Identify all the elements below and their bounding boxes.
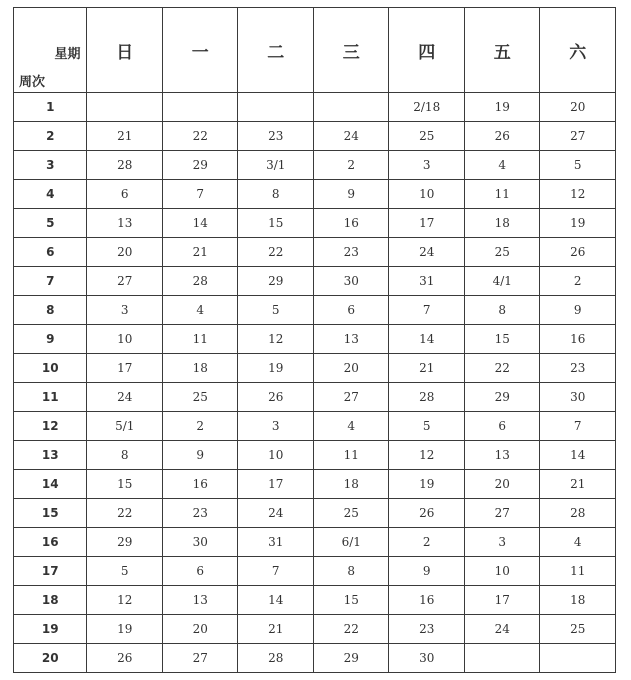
date-cell: 5 — [389, 412, 465, 441]
date-cell: 31 — [389, 267, 465, 296]
date-cell: 23 — [238, 122, 314, 151]
date-cell: 8 — [313, 557, 389, 586]
date-cell: 5 — [540, 151, 616, 180]
week-number-cell: 3 — [14, 151, 87, 180]
date-cell: 25 — [389, 122, 465, 151]
date-cell: 30 — [313, 267, 389, 296]
week-number-cell: 2 — [14, 122, 87, 151]
table-row — [14, 296, 616, 325]
week-number-cell: 16 — [14, 528, 87, 557]
day-header-sat: 六 — [540, 8, 616, 93]
date-cell: 28 — [540, 499, 616, 528]
table-row — [14, 354, 616, 383]
date-cell: 27 — [87, 267, 163, 296]
date-cell: 25 — [464, 238, 540, 267]
date-cell: 20 — [87, 238, 163, 267]
date-cell — [87, 93, 163, 122]
week-number-cell: 20 — [14, 644, 87, 673]
date-cell: 7 — [162, 180, 238, 209]
date-cell: 21 — [540, 470, 616, 499]
week-number-cell: 7 — [14, 267, 87, 296]
date-cell: 22 — [464, 354, 540, 383]
week-number-cell: 15 — [14, 499, 87, 528]
date-cell: 24 — [464, 615, 540, 644]
calendar-body — [14, 93, 616, 673]
date-cell: 5 — [238, 296, 314, 325]
day-header-tue: 二 — [238, 8, 314, 93]
date-cell: 16 — [389, 586, 465, 615]
date-cell: 3 — [87, 296, 163, 325]
week-number-cell: 6 — [14, 238, 87, 267]
table-row — [14, 528, 616, 557]
date-cell: 4 — [162, 296, 238, 325]
date-cell: 2 — [313, 151, 389, 180]
date-cell: 20 — [540, 93, 616, 122]
date-cell: 9 — [389, 557, 465, 586]
corner-header-cell — [14, 8, 87, 93]
table-row — [14, 644, 616, 673]
date-cell: 25 — [540, 615, 616, 644]
date-cell: 2/18 — [389, 93, 465, 122]
date-cell: 23 — [540, 354, 616, 383]
date-cell: 12 — [87, 586, 163, 615]
date-cell: 17 — [238, 470, 314, 499]
day-header-wed: 三 — [313, 8, 389, 93]
table-row — [14, 586, 616, 615]
date-cell: 5 — [87, 557, 163, 586]
date-cell: 17 — [389, 209, 465, 238]
date-cell: 9 — [540, 296, 616, 325]
date-cell: 30 — [540, 383, 616, 412]
date-cell: 13 — [87, 209, 163, 238]
date-cell: 8 — [87, 441, 163, 470]
date-cell: 27 — [162, 644, 238, 673]
semester-calendar-table — [13, 7, 616, 673]
date-cell: 21 — [389, 354, 465, 383]
week-number-cell: 19 — [14, 615, 87, 644]
date-cell: 23 — [313, 238, 389, 267]
table-row — [14, 383, 616, 412]
date-cell: 26 — [87, 644, 163, 673]
date-cell: 4 — [540, 528, 616, 557]
table-row — [14, 151, 616, 180]
week-number-cell: 14 — [14, 470, 87, 499]
table-row — [14, 499, 616, 528]
date-cell: 8 — [238, 180, 314, 209]
date-cell: 26 — [464, 122, 540, 151]
week-number-cell: 1 — [14, 93, 87, 122]
table-row — [14, 441, 616, 470]
date-cell: 7 — [389, 296, 465, 325]
date-cell: 20 — [464, 470, 540, 499]
date-cell: 26 — [389, 499, 465, 528]
date-cell: 31 — [238, 528, 314, 557]
date-cell: 27 — [464, 499, 540, 528]
week-number-cell: 5 — [14, 209, 87, 238]
date-cell: 28 — [238, 644, 314, 673]
table-row — [14, 93, 616, 122]
date-cell: 27 — [540, 122, 616, 151]
date-cell: 16 — [162, 470, 238, 499]
week-number-cell: 9 — [14, 325, 87, 354]
date-cell: 20 — [313, 354, 389, 383]
date-cell: 10 — [464, 557, 540, 586]
date-cell: 22 — [313, 615, 389, 644]
date-cell — [238, 93, 314, 122]
date-cell: 7 — [540, 412, 616, 441]
date-cell: 22 — [162, 122, 238, 151]
date-cell: 11 — [540, 557, 616, 586]
date-cell: 30 — [389, 644, 465, 673]
date-cell: 19 — [540, 209, 616, 238]
table-row — [14, 267, 616, 296]
day-header-thu: 四 — [389, 8, 465, 93]
table-row — [14, 180, 616, 209]
date-cell: 22 — [87, 499, 163, 528]
week-number-corner-label: 周次 — [19, 75, 46, 90]
date-cell: 27 — [313, 383, 389, 412]
date-cell: 14 — [389, 325, 465, 354]
date-cell: 21 — [238, 615, 314, 644]
date-cell: 18 — [162, 354, 238, 383]
week-number-cell: 10 — [14, 354, 87, 383]
date-cell: 3/1 — [238, 151, 314, 180]
date-cell: 22 — [238, 238, 314, 267]
week-number-cell: 4 — [14, 180, 87, 209]
date-cell: 16 — [540, 325, 616, 354]
date-cell: 13 — [464, 441, 540, 470]
date-cell: 15 — [238, 209, 314, 238]
date-cell: 16 — [313, 209, 389, 238]
date-cell: 12 — [238, 325, 314, 354]
date-cell — [162, 93, 238, 122]
date-cell: 15 — [87, 470, 163, 499]
date-cell: 6 — [87, 180, 163, 209]
week-number-cell: 18 — [14, 586, 87, 615]
header-row — [14, 8, 616, 93]
date-cell: 6 — [162, 557, 238, 586]
date-cell: 28 — [389, 383, 465, 412]
date-cell: 29 — [238, 267, 314, 296]
table-row — [14, 470, 616, 499]
date-cell: 2 — [540, 267, 616, 296]
table-row — [14, 325, 616, 354]
date-cell: 11 — [464, 180, 540, 209]
date-cell: 6/1 — [313, 528, 389, 557]
date-cell: 19 — [238, 354, 314, 383]
date-cell: 28 — [87, 151, 163, 180]
date-cell: 13 — [162, 586, 238, 615]
date-cell: 14 — [238, 586, 314, 615]
date-cell: 24 — [87, 383, 163, 412]
date-cell: 26 — [540, 238, 616, 267]
date-cell: 17 — [87, 354, 163, 383]
table-row — [14, 557, 616, 586]
date-cell: 24 — [389, 238, 465, 267]
date-cell: 29 — [313, 644, 389, 673]
date-cell: 21 — [87, 122, 163, 151]
date-cell: 23 — [389, 615, 465, 644]
date-cell: 18 — [464, 209, 540, 238]
date-cell: 10 — [238, 441, 314, 470]
date-cell: 24 — [313, 122, 389, 151]
table-row — [14, 122, 616, 151]
date-cell: 14 — [162, 209, 238, 238]
date-cell: 9 — [162, 441, 238, 470]
date-cell: 12 — [389, 441, 465, 470]
date-cell: 2 — [389, 528, 465, 557]
date-cell: 14 — [540, 441, 616, 470]
date-cell: 15 — [313, 586, 389, 615]
week-number-cell: 8 — [14, 296, 87, 325]
week-number-cell: 13 — [14, 441, 87, 470]
date-cell: 15 — [464, 325, 540, 354]
date-cell: 29 — [162, 151, 238, 180]
date-cell — [540, 644, 616, 673]
date-cell: 4/1 — [464, 267, 540, 296]
date-cell: 6 — [464, 412, 540, 441]
date-cell: 10 — [87, 325, 163, 354]
day-header-sun: 日 — [87, 8, 163, 93]
date-cell: 4 — [464, 151, 540, 180]
date-cell: 18 — [540, 586, 616, 615]
date-cell: 19 — [87, 615, 163, 644]
date-cell: 5/1 — [87, 412, 163, 441]
date-cell — [313, 93, 389, 122]
date-cell: 6 — [313, 296, 389, 325]
date-cell — [464, 644, 540, 673]
date-cell: 30 — [162, 528, 238, 557]
date-cell: 11 — [313, 441, 389, 470]
day-header-fri: 五 — [464, 8, 540, 93]
table-row — [14, 412, 616, 441]
date-cell: 18 — [313, 470, 389, 499]
date-cell: 29 — [87, 528, 163, 557]
date-cell: 3 — [464, 528, 540, 557]
date-cell: 8 — [464, 296, 540, 325]
date-cell: 12 — [540, 180, 616, 209]
date-cell: 29 — [464, 383, 540, 412]
date-cell: 25 — [162, 383, 238, 412]
week-number-cell: 11 — [14, 383, 87, 412]
table-row — [14, 209, 616, 238]
date-cell: 25 — [313, 499, 389, 528]
date-cell: 17 — [464, 586, 540, 615]
week-number-cell: 17 — [14, 557, 87, 586]
date-cell: 26 — [238, 383, 314, 412]
table-row — [14, 238, 616, 267]
date-cell: 23 — [162, 499, 238, 528]
date-cell: 11 — [162, 325, 238, 354]
date-cell: 10 — [389, 180, 465, 209]
day-header-mon: 一 — [162, 8, 238, 93]
date-cell: 13 — [313, 325, 389, 354]
date-cell: 21 — [162, 238, 238, 267]
date-cell: 24 — [238, 499, 314, 528]
date-cell: 7 — [238, 557, 314, 586]
date-cell: 19 — [464, 93, 540, 122]
date-cell: 20 — [162, 615, 238, 644]
week-number-cell: 12 — [14, 412, 87, 441]
date-cell: 2 — [162, 412, 238, 441]
date-cell: 3 — [238, 412, 314, 441]
date-cell: 19 — [389, 470, 465, 499]
date-cell: 3 — [389, 151, 465, 180]
date-cell: 28 — [162, 267, 238, 296]
weekday-corner-label: 星期 — [54, 47, 81, 62]
date-cell: 4 — [313, 412, 389, 441]
date-cell: 9 — [313, 180, 389, 209]
table-row — [14, 615, 616, 644]
